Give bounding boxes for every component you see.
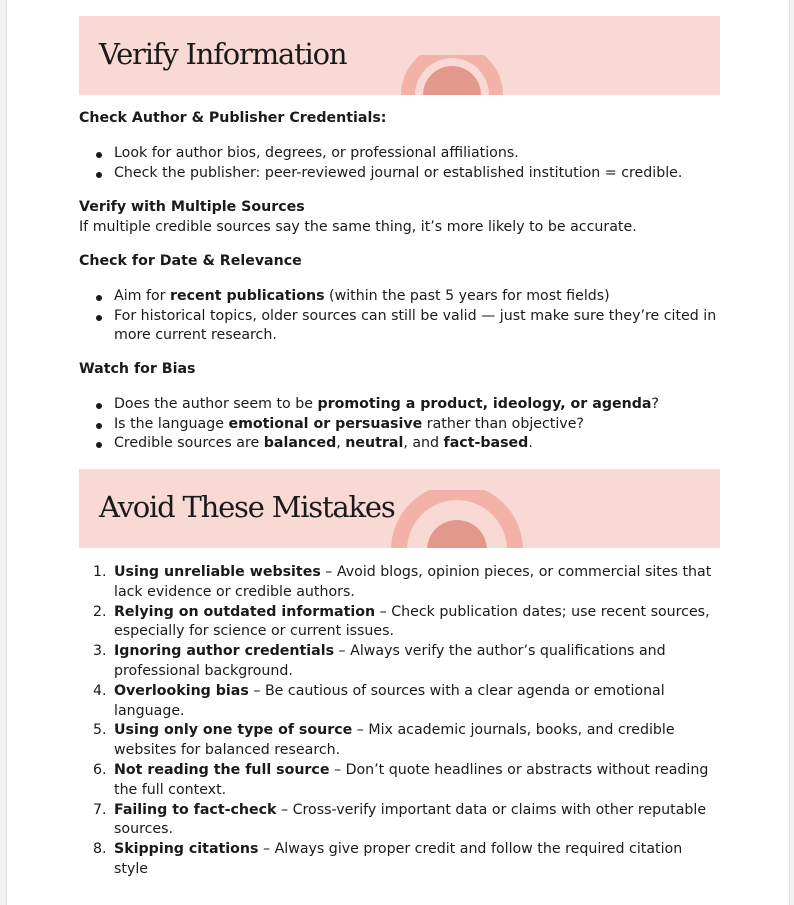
date-relevance-list (79, 287, 720, 346)
list-item: 5. Using only one type of source – Mix academic journals, books, and credible websites for balanced research. (93, 722, 675, 759)
date-relevance-section (79, 252, 720, 346)
multiple-sources-heading: Verify with Multiple Sources (79, 199, 305, 215)
list-item: 6. Not reading the full source – Don’t quote headlines or abstracts without reading the full context. (93, 761, 709, 798)
list-item: 7. Failing to fact-check – Cross-verify important data or claims with other reputable sources. (93, 801, 707, 838)
mistakes-section (79, 563, 720, 880)
document-page (6, 0, 790, 905)
date-relevance-heading: Check for Date & Relevance (79, 253, 302, 269)
list-item: Does the author seem to be promoting a product, ideology, or agenda? (79, 395, 720, 415)
list-item: 3. Ignoring author credentials – Always verify the author’s qualifications and professional background. (93, 643, 666, 679)
credentials-list (79, 144, 720, 184)
list-item: Is the language emotional or persuasive rather than objective? (79, 415, 720, 435)
list-item: Aim for recent publications (within the past 5 years for most fields) (79, 287, 720, 307)
verify-title: Verify Information (99, 37, 347, 71)
credentials-section (79, 109, 720, 183)
list-item: Look for author bios, degrees, or professional affiliations. (79, 144, 720, 164)
list-item: 2. Relying on outdated information – Check publication dates; use recent sources, especially for science or current issues. (93, 603, 710, 640)
multiple-sources-section (79, 198, 720, 238)
bias-list (79, 395, 720, 454)
list-item: 4. Overlooking bias – Be cautious of sources with a clear agenda or emotional language. (93, 682, 665, 719)
list-item: For historical topics, older sources can still be valid — just make sure they’re cited in more current research. (79, 307, 720, 347)
mistakes-banner (79, 469, 720, 548)
rainbow-arc-icon (397, 55, 507, 95)
mistakes-title: Avoid These Mistakes (99, 490, 395, 524)
bias-heading: Watch for Bias (79, 361, 196, 377)
credentials-heading: Check Author & Publisher Credentials: (79, 110, 387, 126)
rainbow-arc-icon (387, 490, 527, 548)
list-item: 8. Skipping citations – Always give proper credit and follow the required citation style (93, 841, 683, 877)
list-item: Check the publisher: peer-reviewed journal or established institution = credible. (79, 164, 720, 184)
list-item: 1. Using unreliable websites – Avoid blogs, opinion pieces, or commercial sites that lack evidence or credible authors. (93, 564, 712, 600)
multiple-sources-text: If multiple credible sources say the same thing, it’s more likely to be accurate. (79, 218, 637, 235)
verify-banner (79, 16, 720, 95)
mistakes-list (79, 563, 720, 880)
list-item: Credible sources are balanced, neutral, and fact-based. (79, 434, 720, 454)
bias-section (79, 360, 720, 454)
